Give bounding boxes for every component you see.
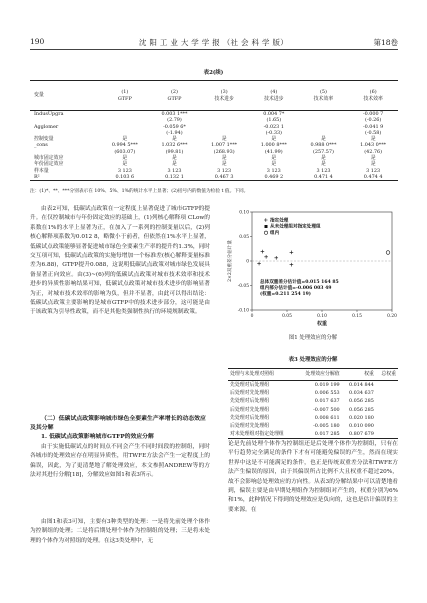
table3-cell xyxy=(376,414,398,422)
paragraph-decomposition: 由图1和表3可知，主要有3种类型的处理：一是将先前处理个体作为控制组的处理；二是将后期处理个体作为控制组的处理；三是将未处理的个体作为对照组的处理。在这3类处理中，无 xyxy=(30,519,210,544)
table2-row-label: R² xyxy=(30,174,100,181)
table2 xyxy=(30,80,398,181)
table3-cell xyxy=(376,389,398,397)
table2-cell: 3 123 xyxy=(266,167,281,174)
table2-cell: 是 xyxy=(271,136,277,143)
table3 xyxy=(228,368,398,439)
table2-row-label: 城市固定效应 xyxy=(34,155,64,162)
table3-cell: 0.019 199 xyxy=(314,382,340,388)
legend-marker-never xyxy=(265,225,268,228)
table2-cell: 是 xyxy=(122,161,128,168)
table2-cell: (268.93) xyxy=(213,148,235,155)
table2-cell: 0.469 2 xyxy=(249,174,299,181)
table2-col-variable: 变量 xyxy=(30,81,100,111)
table3-row xyxy=(228,389,398,397)
x-tick-label: 0.05 xyxy=(282,314,292,319)
table2-cell: -0.041 9 xyxy=(362,123,384,130)
table2-cell: 是 xyxy=(122,136,128,143)
table2-row-label: IndusUpgra xyxy=(34,111,64,117)
table2-cell: (-0.26) xyxy=(364,117,382,124)
x-tick-label: 0 xyxy=(250,314,254,319)
table3-col-estimate: 处理效应分解值 xyxy=(296,369,341,381)
table3-cell: 0.010 090 xyxy=(348,423,374,430)
y-tick-label: -0.05 xyxy=(237,284,249,290)
data-point-timing xyxy=(290,251,294,255)
table3-cell: 后处理对先处理组 xyxy=(230,423,270,430)
table2-cell: 0.471 4 xyxy=(299,174,349,181)
x-tick-label: 0.15 xyxy=(352,314,362,319)
table2-cell: 是 xyxy=(321,155,326,162)
table2-row xyxy=(30,174,398,181)
summary-annotation: 组内部分估计值=-0.006 003 49 xyxy=(260,286,332,292)
table3-cell: 先处理对后处理组 xyxy=(230,382,270,388)
table2-col-1: (1) GTFP xyxy=(100,81,150,111)
table2-cell: (42.76) xyxy=(364,148,383,155)
table2-cell: (257.57) xyxy=(312,148,334,155)
table3-row xyxy=(228,381,398,390)
table2-cell: 3 123 xyxy=(167,167,182,174)
table3-cell: 0.014 844 xyxy=(348,382,374,388)
table3-header-row xyxy=(228,369,398,381)
table2-row-label: 年份固定效应 xyxy=(34,161,64,168)
legend-label: 指定处理 xyxy=(270,218,289,224)
table2-cell: 0.988 0*** xyxy=(310,142,337,149)
table2-row-label: 控制变量 xyxy=(34,136,54,143)
paragraph-method: 由于实施低碳试点的时间点不同会产生不同时间段的控制组，同时各城市的处理效应存在明显异质性，用TWFE方法会产生一定程度上的偏误，因此，为了更清楚地了解处理效应，本文参照ANDREW等的方法对其进行分解[18]，分解效应如图1和表3所示。 xyxy=(30,444,210,479)
table3-cell: 0.006 553 xyxy=(314,390,340,397)
table2-cell: 3 123 xyxy=(217,167,232,174)
table2-cell xyxy=(299,111,349,118)
figure1-plot xyxy=(222,206,402,330)
summary-annotation: 总体双重差分估计值=0.015 164 85 xyxy=(260,280,339,286)
table2-header-row xyxy=(30,81,398,111)
table3-cell: 0.008 611 xyxy=(314,414,340,421)
table2-cell: 0.474 4 xyxy=(348,174,398,181)
table2-cell: 是 xyxy=(172,136,177,143)
table2-cell: 1.032 6*** xyxy=(161,142,188,149)
legend-marker-within xyxy=(264,231,267,234)
table3-cell xyxy=(376,406,398,414)
table2-cell: 是 xyxy=(122,155,128,162)
figure1-caption: 图1 处理效应的分解 xyxy=(288,335,338,341)
table3-cell: 后处理对先处理组 xyxy=(230,406,270,413)
table2-cell: (-1.94) xyxy=(166,129,183,136)
data-point-timing xyxy=(290,263,294,267)
data-point-timing xyxy=(264,255,268,259)
table2-cell: 是 xyxy=(271,155,277,162)
table3-col-weight: 权重 xyxy=(342,369,376,381)
table3-row xyxy=(228,397,398,405)
table2-cell: 是 xyxy=(321,136,326,143)
table3-caption: 表3 处理效应的分解 xyxy=(288,357,338,363)
table3-cell: 后处理对先处理组 xyxy=(230,390,270,397)
table3-row xyxy=(228,406,398,414)
table2-cell xyxy=(100,111,150,118)
table2-cell: 是 xyxy=(221,161,227,168)
legend-label: 从未处理组对指定处理组 xyxy=(270,224,321,230)
table3-cell: 先处理对后处理组 xyxy=(230,414,270,421)
table2-cell: (-0.33) xyxy=(265,129,282,136)
paragraph-bias: 论是先前处理个体作为控制组还是后处理个体作为控制组，只有在平行趋势完全满足的条件下才有可能避免偏误的产生，然而在现实世界中这是不可能满足的条件，也正是传统双重差分法和TWFE方法产生偏误的原因，由于其偏误所占比例不大且权重不超过20%，故不会影响总处理效应的方向性。从表3的分解结果中可以清楚地看到，偏误主要是由早期处理组作为控制组对产生的，权重分别为6%和1%，此种情况下得到的处理效应是负向的，这也是估计偏误的主要来源。在 xyxy=(228,441,398,513)
table2-cell: 3 123 xyxy=(316,167,331,174)
table3-row xyxy=(228,414,398,422)
table2-cell: 是 xyxy=(370,136,376,143)
table2-cell: -0.059 6* xyxy=(163,123,186,130)
table2-row-label: _cons xyxy=(34,142,48,149)
page-number: 190 xyxy=(30,37,45,46)
table2-cell: 0.467 3 xyxy=(199,174,249,181)
table2-cell: (603.07) xyxy=(114,148,136,155)
table2-cell xyxy=(199,111,249,118)
x-tick-label: 0.10 xyxy=(317,314,327,319)
table2-cell: (99.81) xyxy=(165,148,184,155)
section-heading: （二）低碳试点政策影响城市绿色全要素生产率增长的动态效应及其分解 xyxy=(30,415,206,432)
table2-col-6: (6) 技术效率 xyxy=(348,81,398,111)
table2-caption: 表2(续) xyxy=(203,70,224,76)
subsection-heading: 1. 低碳试点政策影响城市GTFP的效应分解 xyxy=(41,434,154,440)
paragraph-results: 由表2可知，低碳试点政策在一定程度上显著促进了城市GTFP的提升。在仅控制城市与年份固定效应的基础上，(1)列核心解释项 CLow的系数在1%的水平上显著为正，在加入了一系列的控制变量以后，(2)列核心解释项系数为0.012 8，略微小于前者，但依然在1%水平上显著，低碳试点政策能够显著促进城市绿色全要素生产率的提升约1.3%，同时交互项可知，低碳试点政策的实施每增加一个标准差(核心解释变量标准差为6.88)，GTFP提升0.088，这说明低碳试点政策对城市绿色发展具备显著正向效应。由(3)~(6)列的低碳试点政策对城市技术效率和技术进步的异质性影响结果可知，低碳试点政策对城市技术进步的影响显著为正，对城市技术效率的影响为负，但并不显著，由此可以得出结论：低碳试点政策主要影响的是城市GTFP中的技术进步部分，这可能是由于该政策为引导性政策，而不是其他类强制性执行的环境规制政策。 xyxy=(30,206,210,316)
table2-cell: 是 xyxy=(271,161,277,168)
table2-cell: 0.003 1*** xyxy=(161,111,188,117)
table2-cell: 3 123 xyxy=(366,167,381,174)
table3-col-total-weight: 总权重 xyxy=(376,369,398,381)
x-axis-label: 权重 xyxy=(316,321,328,327)
table2-row-label: 样本量 xyxy=(34,167,49,174)
legend-label: 组内 xyxy=(270,230,280,236)
table2-cell: (-0.58) xyxy=(364,129,382,136)
table2-cell: 是 xyxy=(221,136,227,143)
table3-body xyxy=(228,381,398,439)
legend-marker-timing xyxy=(264,218,268,222)
table2-cell: (1.65) xyxy=(266,117,282,124)
data-point-never-treated xyxy=(386,251,390,255)
y-tick-label: 0 xyxy=(246,259,249,265)
table3-cell: 先处理对后处理组 xyxy=(230,398,270,405)
table2-cell: -0.023 1 xyxy=(263,123,284,130)
table3-cell: 0.807 679 xyxy=(342,430,376,439)
data-point-timing xyxy=(261,250,265,254)
table2-cell: 是 xyxy=(321,161,326,168)
table3-cell xyxy=(376,430,398,439)
table3-cell: 0.034 637 xyxy=(348,390,374,397)
table2-cell: 1.000 8*** xyxy=(260,142,287,149)
table3-col-group: 处理与未处理对照组 xyxy=(228,369,296,381)
table3-cell: -0.007 500 xyxy=(313,406,340,413)
table2-cell: 是 xyxy=(172,155,177,162)
x-tick-label: 0.20 xyxy=(387,314,397,319)
table2-cell: 是 xyxy=(370,161,376,168)
table2-cell: 0.004 7* xyxy=(263,111,285,117)
table2-cell: 是 xyxy=(370,155,376,162)
table3-row xyxy=(228,430,398,439)
table3-row xyxy=(228,422,398,430)
table3-cell: 0.017 285 xyxy=(296,430,341,439)
table2-cell: (41.99) xyxy=(264,148,283,155)
table3-cell: 对未处理组对指定处理组 xyxy=(228,430,296,439)
summary-annotation: (权重=0.211 254 19) xyxy=(260,292,311,298)
journal-title: 沈 阳 工 业 大 学 学 报 （社 会 科 学 版） xyxy=(138,38,289,47)
table2-col-3: (3) 技术进步 xyxy=(199,81,249,111)
y-tick-label: -0.10 xyxy=(237,308,249,314)
table2-cell: 1.043 0*** xyxy=(360,142,387,149)
data-point-timing xyxy=(274,256,278,260)
y-axis-label: 2×2双重差分估计量 xyxy=(228,240,233,282)
y-tick-label: 0.05 xyxy=(239,235,249,241)
table2-col-5: (5) 技术效率 xyxy=(299,81,349,111)
table3-cell xyxy=(376,422,398,430)
table2-cell: 0.103 6 xyxy=(100,174,150,181)
table3-cell xyxy=(376,397,398,405)
data-point-timing xyxy=(257,262,261,266)
table2-cell: 0.994 5*** xyxy=(111,142,138,149)
table3-cell: -0.005 180 xyxy=(313,423,340,430)
table2-row-label: Agglomer xyxy=(34,123,59,130)
table2-cell: 0.132 1 xyxy=(150,174,200,181)
table2-cell: 1.007 1*** xyxy=(211,142,238,149)
y-tick-label: 0.10 xyxy=(239,210,249,216)
table2-row xyxy=(30,111,398,118)
table3-cell: 0.017 637 xyxy=(314,398,340,405)
table3-cell: 0.056 285 xyxy=(348,406,374,413)
table2-cell: 3 123 xyxy=(117,167,132,174)
table3-cell: 0.056 285 xyxy=(348,398,374,405)
table2-body xyxy=(30,111,398,181)
table2-col-2: (2) GTFP xyxy=(150,81,200,111)
table2-note: 注：(1)*、**、***分别表示在 10%、5%、1%的统计水平上显著；(2)括号内的数值为检验 t 值。下同。 xyxy=(30,189,249,194)
table2-cell: (2.79) xyxy=(167,117,182,124)
table3-cell: 0.020 180 xyxy=(348,414,374,421)
header-rule xyxy=(30,49,398,50)
table2-cell: 是 xyxy=(221,155,227,162)
table2-col-4: (4) 技术进步 xyxy=(249,81,299,111)
table2-cell: -0.000 7 xyxy=(362,111,384,117)
issue-label: 第18卷 xyxy=(373,38,398,47)
table2-cell: 是 xyxy=(172,161,177,168)
table3-cell xyxy=(376,381,398,390)
